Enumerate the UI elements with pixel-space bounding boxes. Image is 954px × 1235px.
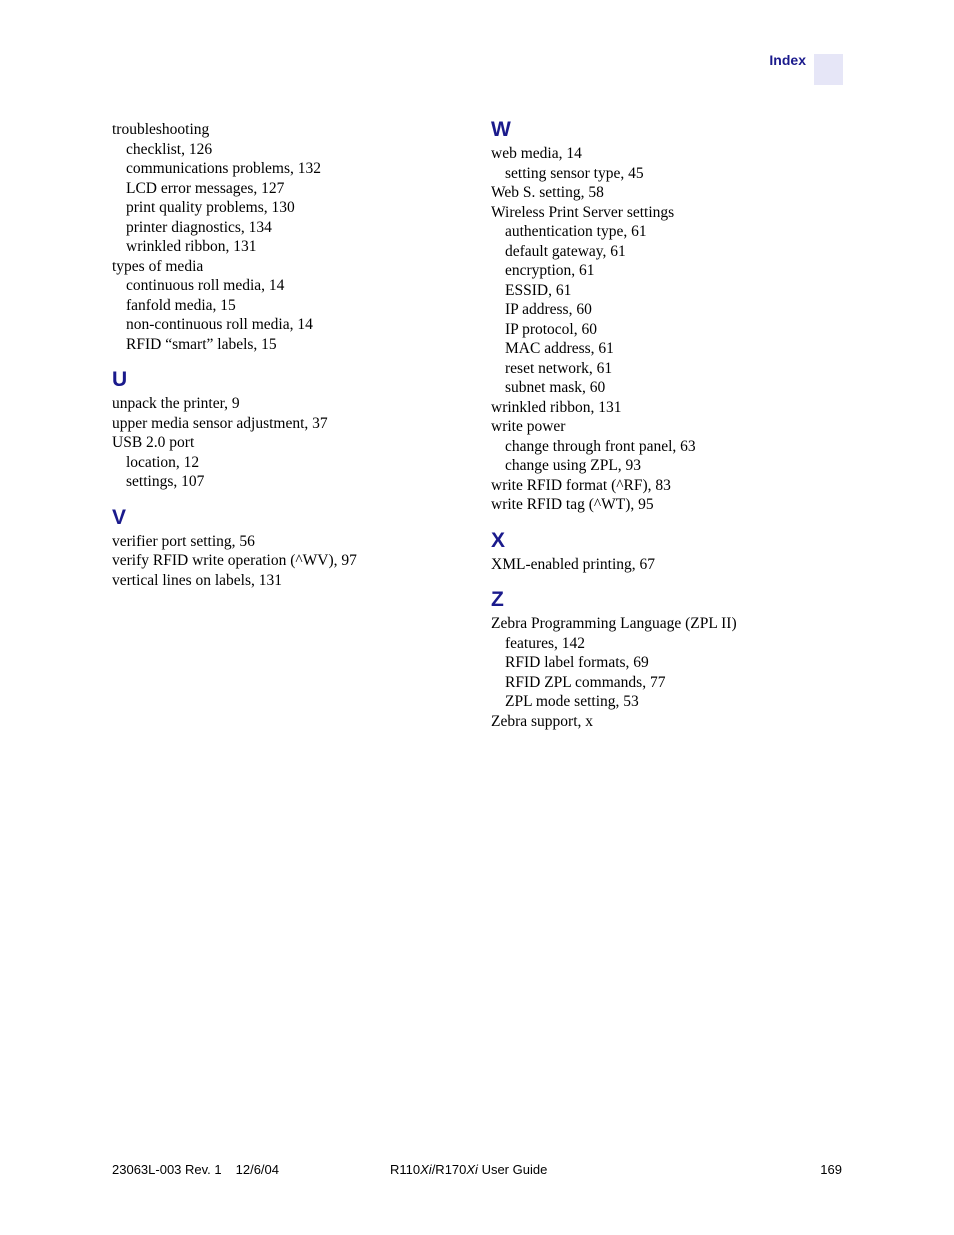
footer-doc-id: 23063L-003 Rev. 1 xyxy=(112,1162,222,1177)
index-subentry: settings, 107 xyxy=(126,473,205,490)
index-entry xyxy=(112,571,472,591)
index-tab-marker xyxy=(814,54,843,85)
index-term: write RFID tag (^WT), 95 xyxy=(491,496,654,513)
index-subentry: non-continuous roll media, 14 xyxy=(126,316,313,333)
index-term: types of media xyxy=(112,257,204,275)
index-subentry: IP address, 60 xyxy=(505,301,592,318)
index-subentry: default gateway, 61 xyxy=(505,242,626,260)
index-entry xyxy=(491,712,851,732)
index-term: vertical lines on labels, 131 xyxy=(112,571,283,589)
index-subentry: authentication type, 61 xyxy=(505,223,647,240)
index-term: Web S. setting, 58 xyxy=(491,184,604,201)
index-subentry: RFID label formats, 69 xyxy=(505,654,649,671)
footer-page-number: 169 xyxy=(820,1162,842,1177)
index-subentry: reset network, 61 xyxy=(505,359,613,377)
index-letter-heading: Z xyxy=(491,588,504,611)
index-column-right xyxy=(491,118,851,731)
index-subentry: IP protocol, 60 xyxy=(505,320,597,338)
index-letter-heading: X xyxy=(491,528,506,552)
index-subentry: checklist, 126 xyxy=(126,140,213,158)
index-subentry: change using ZPL, 93 xyxy=(505,457,642,474)
index-subentry: RFID “smart” labels, 15 xyxy=(126,335,277,353)
index-term: write RFID format (^RF), 83 xyxy=(491,476,671,494)
index-term: verify RFID write operation (^WV), 97 xyxy=(112,552,357,569)
index-entry xyxy=(112,414,472,434)
index-term: Wireless Print Server settings xyxy=(491,203,675,221)
index-entry xyxy=(491,476,851,496)
index-term: troubleshooting xyxy=(112,121,210,138)
index-subentry: LCD error messages, 127 xyxy=(126,179,285,197)
index-entry xyxy=(491,417,851,476)
index-subentry: printer diagnostics, 134 xyxy=(126,218,272,236)
index-entry xyxy=(491,144,851,183)
index-subentry: fanfold media, 15 xyxy=(126,296,236,314)
index-term: XML-enabled printing, 67 xyxy=(491,555,656,573)
footer-guide-title: R110Xi/R170Xi User Guide xyxy=(390,1162,548,1177)
index-subentry: wrinkled ribbon, 131 xyxy=(126,238,257,255)
index-term: Zebra Programming Language (ZPL II) xyxy=(491,615,737,632)
index-entry xyxy=(491,555,851,575)
index-term: Zebra support, x xyxy=(491,712,594,730)
index-term: unpack the printer, 9 xyxy=(112,395,240,412)
index-subentry: change through front panel, 63 xyxy=(505,437,696,455)
index-subentry: location, 12 xyxy=(126,453,200,471)
index-subentry: subnet mask, 60 xyxy=(505,379,606,396)
index-subentry: print quality problems, 130 xyxy=(126,199,295,216)
index-subentry: features, 142 xyxy=(505,634,586,652)
index-entry xyxy=(112,532,472,552)
index-subentry: continuous roll media, 14 xyxy=(126,277,285,294)
index-entry xyxy=(491,183,851,203)
index-term: web media, 14 xyxy=(491,145,582,162)
index-column-left xyxy=(112,118,472,590)
index-entry xyxy=(112,257,472,355)
index-entry xyxy=(112,433,472,492)
index-subentry: MAC address, 61 xyxy=(505,340,614,357)
index-entry xyxy=(491,614,851,712)
footer-doc-info xyxy=(112,1162,279,1177)
index-letter-heading: V xyxy=(112,505,127,529)
index-letter-heading: U xyxy=(112,368,128,391)
index-entry xyxy=(491,203,851,398)
index-subentry: ESSID, 61 xyxy=(505,281,572,299)
index-letter-heading: W xyxy=(491,118,511,141)
index-subentry: setting sensor type, 45 xyxy=(505,164,644,182)
index-entry xyxy=(491,495,851,515)
index-entry xyxy=(112,120,472,257)
index-subentry: encryption, 61 xyxy=(505,262,595,279)
footer-date: 12/6/04 xyxy=(235,1162,279,1177)
index-term: wrinkled ribbon, 131 xyxy=(491,398,622,416)
index-term: verifier port setting, 56 xyxy=(112,532,255,550)
index-subentry: ZPL mode setting, 53 xyxy=(505,693,639,710)
index-subentry: communications problems, 132 xyxy=(126,160,322,177)
index-term: USB 2.0 port xyxy=(112,434,195,451)
index-term: write power xyxy=(491,418,566,435)
running-header-title: Index xyxy=(769,52,806,68)
index-subentry: RFID ZPL commands, 77 xyxy=(505,673,666,691)
index-term: upper media sensor adjustment, 37 xyxy=(112,414,328,432)
index-entry xyxy=(112,394,472,414)
index-entry xyxy=(112,551,472,571)
index-entry xyxy=(491,398,851,418)
